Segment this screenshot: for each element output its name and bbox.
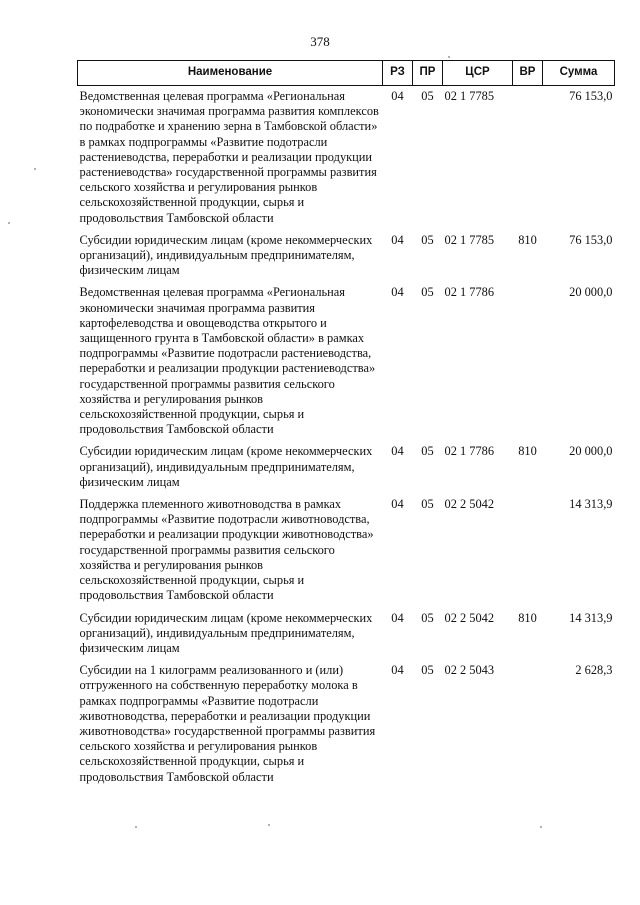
cell-name: Поддержка племенного животноводства в рамках подпрограммы «Развитие подотрасли животноводства, переработки и реализации продукции животноводства» государственной программы развития сельского хозяйства и регулирования рынков сельскохозяйственной продукции, сырья и продовольствия Тамбовской области — [79, 497, 374, 603]
cell-vr — [513, 86, 543, 233]
cell-rz: 04 — [391, 610, 404, 625]
cell-name: Ведомственная целевая программа «Региональная экономически значимая программа развития картофелеводства и овощеводства открытого и защищенного грунта в Тамбовской области» в рамках подпрограммы «Развитие подотрасли растениеводства, переработки и реализации продукции растениеводства» государственной программы развития сельского хозяйства и регулирования рынков сельскохозяйственной продукции, сырья и продовольствия Тамбовской области — [79, 285, 376, 437]
cell-name: Субсидии юридическим лицам (кроме некоммерческих организаций), индивидуальным предпринимателям, физическим лицам — [79, 610, 373, 655]
scan-speck — [8, 222, 10, 224]
cell-name: Субсидии юридическим лицам (кроме некоммерческих организаций), индивидуальным предпринимателям, физическим лицам — [79, 232, 373, 278]
cell-name: Ведомственная целевая программа «Региональная экономически значимая программа развития комплексов по подработке и хранению зерна в Тамбовской области» в рамках подпрограммы «Развитие подотрасли растениеводства, переработки и реализации продукции растениеводства» государственной программы развития сельского хозяйства и регулирования рынков сельскохозяйственной продукции, сырья и продовольствия Тамбовской области — [79, 89, 379, 225]
cell-sum: 14 313,9 — [569, 610, 613, 625]
cell-rz: 04 — [391, 285, 404, 300]
cell-sum: 20 000,0 — [569, 444, 613, 459]
cell-sum: 2 628,3 — [575, 663, 613, 678]
cell-pr: 05 — [421, 232, 434, 247]
cell-pr: 05 — [421, 285, 434, 300]
cell-csr: 02 2 5042 — [444, 497, 495, 512]
cell-sum: 14 313,9 — [569, 497, 613, 512]
cell-name: Субсидии юридическим лицам (кроме некоммерческих организаций), индивидуальным предпринимателям, физическим лицам — [79, 444, 373, 489]
cell-vr: 810 — [518, 610, 537, 625]
cell-pr: 05 — [421, 663, 434, 678]
cell-sum: 76 153,0 — [569, 232, 613, 247]
table-row — [78, 233, 615, 286]
cell-vr: 810 — [518, 444, 537, 459]
cell-vr — [513, 663, 543, 792]
cell-pr: 05 — [421, 89, 434, 103]
table-header-row — [78, 61, 615, 86]
scan-speck — [268, 824, 270, 826]
cell-rz: 04 — [391, 89, 404, 103]
scan-speck — [135, 826, 137, 828]
cell-csr: 02 1 7786 — [444, 444, 495, 459]
table-row — [78, 285, 615, 444]
cell-vr: 810 — [518, 232, 537, 247]
cell-pr: 05 — [421, 497, 434, 512]
table-row — [78, 611, 615, 664]
budget-table — [77, 60, 615, 792]
header-name: Наименование — [78, 61, 383, 86]
table-row — [78, 86, 615, 233]
header-rz: РЗ — [383, 61, 413, 86]
scan-speck — [540, 826, 542, 828]
cell-csr: 02 2 5043 — [444, 663, 495, 678]
cell-csr: 02 1 7785 — [444, 89, 495, 103]
cell-csr: 02 1 7786 — [444, 285, 495, 300]
header-sum: Сумма — [543, 61, 615, 86]
table-row — [78, 663, 615, 792]
cell-rz: 04 — [391, 497, 404, 512]
table-row — [78, 497, 615, 610]
cell-name: Субсидии на 1 килограмм реализованного и (или) отгруженного на собственную переработку молока в рамках подпрограммы «Развитие подотрасли животноводства, переработки и реализации продукции животноводства» государственной программы развития сельского хозяйства и регулирования рынков сельскохозяйственной продукции, сырья и продовольствия Тамбовской области — [79, 663, 376, 784]
cell-vr — [513, 497, 543, 610]
header-csr: ЦСР — [443, 61, 513, 86]
cell-rz: 04 — [391, 663, 404, 678]
cell-vr — [513, 285, 543, 444]
cell-csr: 02 2 5042 — [444, 610, 495, 625]
scan-speck — [34, 168, 36, 170]
cell-sum: 76 153,0 — [569, 89, 613, 103]
table-row — [78, 444, 615, 497]
cell-rz: 04 — [391, 232, 404, 247]
scan-speck — [448, 56, 450, 58]
cell-pr: 05 — [421, 610, 434, 625]
cell-csr: 02 1 7785 — [444, 232, 495, 247]
cell-sum: 20 000,0 — [569, 285, 613, 300]
header-vr: ВР — [513, 61, 543, 86]
header-pr: ПР — [413, 61, 443, 86]
page-number: 378 — [310, 34, 330, 49]
cell-pr: 05 — [421, 444, 434, 459]
cell-rz: 04 — [391, 444, 404, 459]
